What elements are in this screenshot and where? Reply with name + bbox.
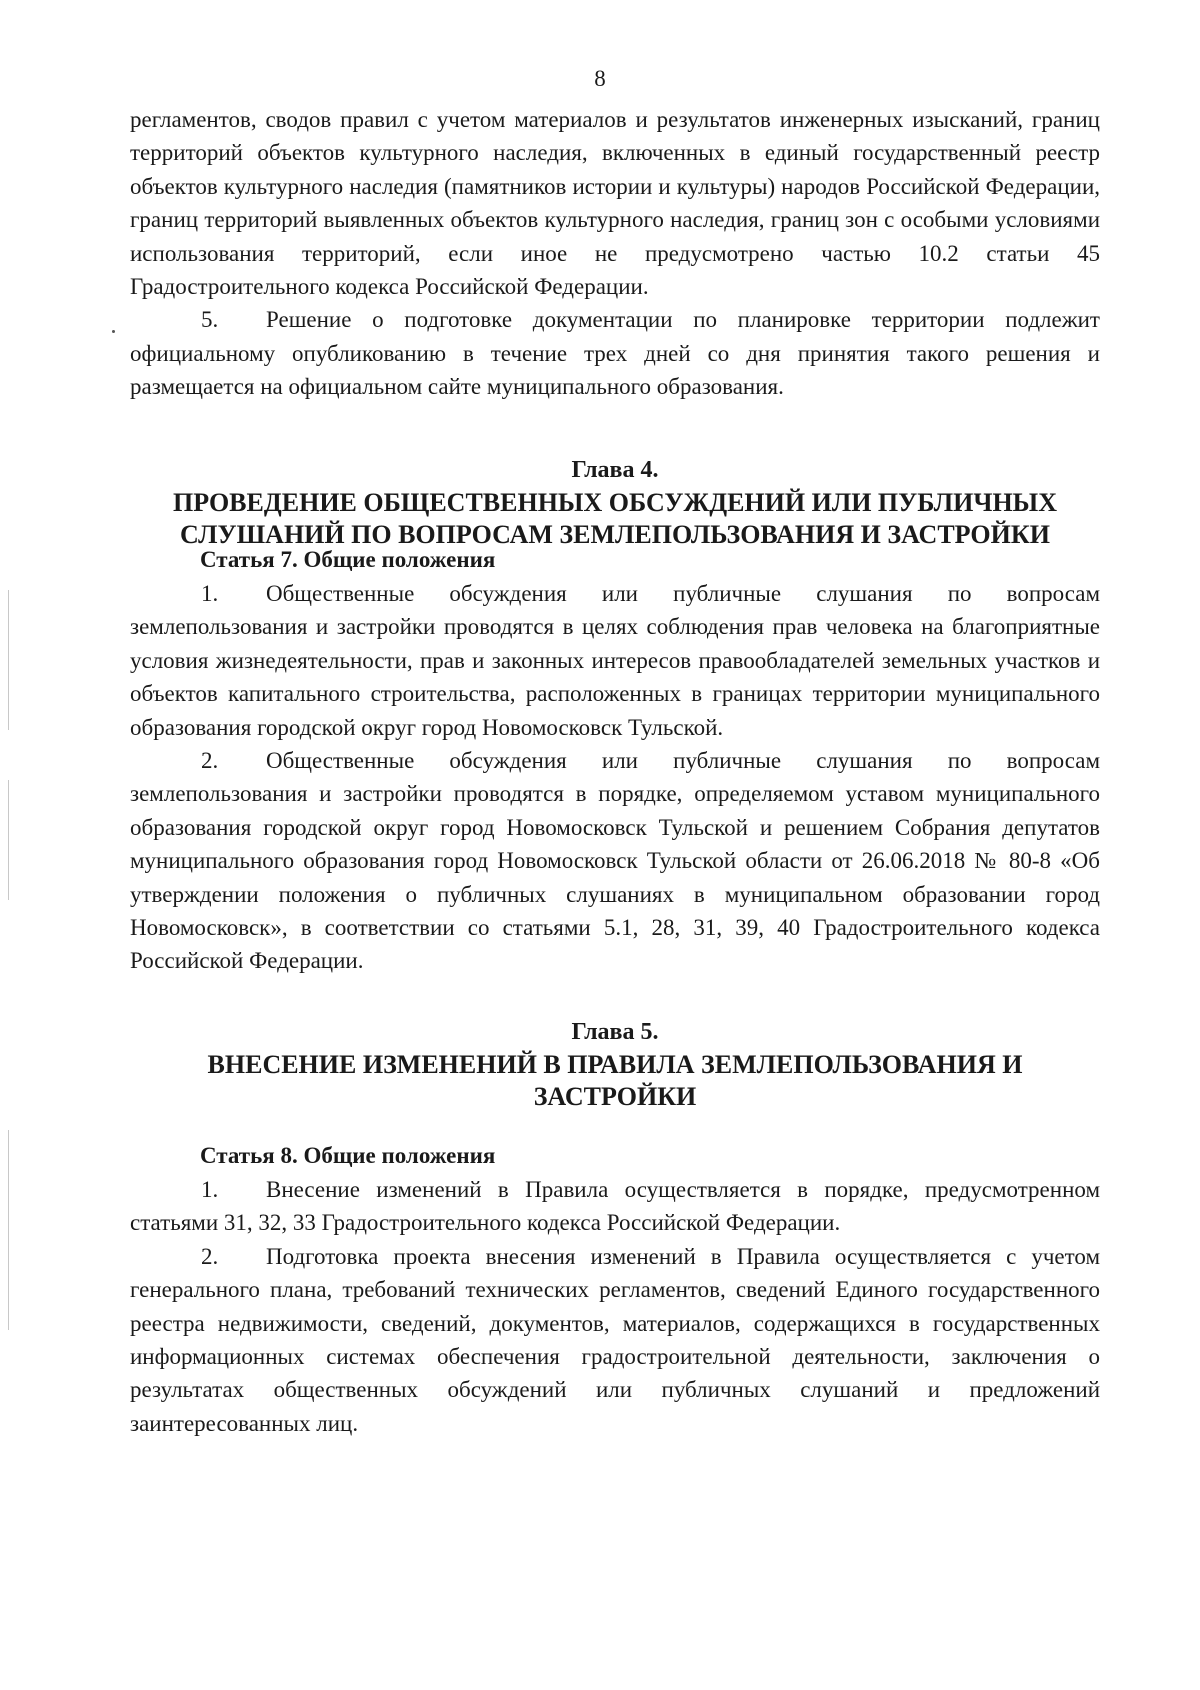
item-text: Общественные обсуждения или публичные слушания по вопросам землепользования и застройки проводятся в целях соблюдения прав человека на благоприятные условия жизнедеятельности, прав и законных интересов правообладателей земельных участков и объектов капитального строительства, расположенных в границах территории муниципального образования городской округ город Новомосковск Тульской.: [130, 581, 1100, 740]
article-7-body: [130, 577, 1100, 978]
item-text: Решение о подготовке документации по планировке территории подлежит официальному опубликованию в течение трех дней со дня принятия такого решения и размещается на официальном сайте муниципального образования.: [130, 307, 1100, 400]
article-7-item-2: [130, 744, 1100, 978]
item-number: 2.: [201, 1243, 219, 1269]
chapter-5-title-line-2: ЗАСТРОЙКИ: [533, 1082, 697, 1111]
chapter-4-label: Глава 4.: [571, 457, 659, 483]
item-text: Подготовка проекта внесения изменений в Правила осуществляется с учетом генерального плана, требований технических регламентов, сведений Единого государственного реестра недвижимости, сведений, документов, материалов, содержащихся в государственных информационных системах обеспечения градостроительной деятельности, заключения о результатах общественных обсуждений или публичных слушаний и предложений заинтересованных лиц.: [130, 1243, 1100, 1436]
chapter-5-title-line-1: ВНЕСЕНИЕ ИЗМЕНЕНИЙ В ПРАВИЛА ЗЕМЛЕПОЛЬЗОВАНИЯ И: [207, 1050, 1023, 1079]
article-7-heading: Статья 7. Общие положения: [200, 547, 496, 572]
item-number: 2.: [201, 748, 219, 774]
article-8-body: [130, 1173, 1100, 1440]
continuation-paragraph: регламентов, сводов правил с учетом материалов и результатов инженерных изысканий, границ территорий объектов культурного наследия, включенных в единый государственный реестр объектов культурного наследия (памятников истории и культуры) народов Российской Федерации, границ территорий выявленных объектов культурного наследия, границ зон с особыми условиями использования территорий, если иное не предусмотрено частью 10.2 статьи 45 Градостроительного кодекса Российской Федерации.: [130, 107, 1100, 300]
item-5-paragraph: [130, 303, 1100, 403]
scan-edge-mark: [8, 1130, 9, 1330]
scan-edge-mark: [8, 590, 9, 730]
article-8-item-1: [130, 1173, 1100, 1240]
item-text: Общественные обсуждения или публичные слушания по вопросам землепользования и застройки проводятся в порядке, определяемом уставом муниципального образования городской округ город Новомосковск Тульской и решением Собрания депутатов муниципального образования город Новомосковск Тульской области от 26.06.2018 № 80-8 «Об утверждении положения о публичных слушаниях в муниципальном образовании город Новомосковск», в соответствии со статьями 5.1, 28, 31, 39, 40 Градостроительного кодекса Российской Федерации.: [130, 748, 1100, 974]
page-number: 8: [594, 66, 606, 91]
item-number: 5.: [201, 307, 219, 333]
item-number: 1.: [201, 581, 219, 606]
intro-section: [130, 103, 1100, 404]
article-8-item-2: [130, 1240, 1100, 1440]
item-text: Внесение изменений в Правила осуществляется в порядке, предусмотренном статьями 31, 32, 33 Градостроительного кодекса Российской Федерации.: [130, 1177, 1100, 1236]
item-number: 1.: [201, 1177, 219, 1202]
scan-edge-mark: [8, 780, 9, 900]
scan-dot-mark: [112, 330, 115, 333]
chapter-4-title-line-1: ПРОВЕДЕНИЕ ОБЩЕСТВЕННЫХ ОБСУЖДЕНИЙ ИЛИ ПУБЛИЧНЫХ: [173, 488, 1057, 517]
article-7-item-1: [130, 577, 1100, 744]
chapter-4-title-line-2: СЛУШАНИЙ ПО ВОПРОСАМ ЗЕМЛЕПОЛЬЗОВАНИЯ И ЗАСТРОЙКИ: [180, 520, 1050, 549]
chapter-5-label: Глава 5.: [571, 1019, 659, 1045]
article-8-heading: Статья 8. Общие положения: [200, 1143, 496, 1168]
